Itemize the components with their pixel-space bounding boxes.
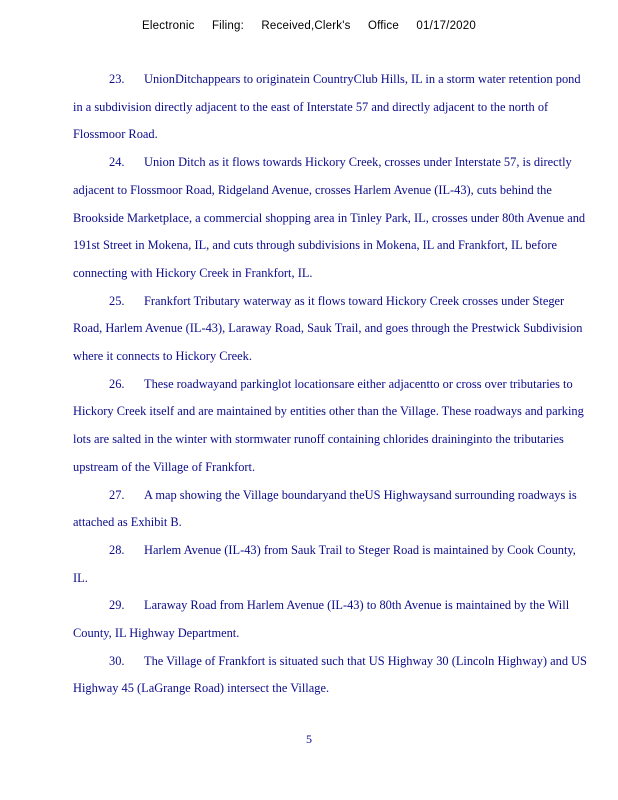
document-body [73,66,593,703]
paragraph-text: These roadwayand parkinglot locationsare either adjacentto or cross over tributaries to Hickory Creek itself and are maintained by entities other than the Village. These roadways and parking lots are salted in the winter with stormwater runoff containing chlorides draininginto the tributaries upstream of the Village of Frankfort. [73,376,584,474]
page-number: 5 [306,732,312,746]
filing-stamp-header [0,20,618,32]
paragraph-number: 30. [109,653,125,668]
paragraph-number: 26. [109,376,125,391]
paragraph-number: 24. [109,155,125,170]
paragraph-23 [73,66,593,149]
header-received-clerks: Received,Clerk's [261,20,351,32]
paragraph-25 [73,288,593,371]
paragraph-29 [73,592,593,647]
paragraph-text: Frankfort Tributary waterway as it flows toward Hickory Creek crosses under Steger Road, Harlem Avenue (IL-43), Laraway Road, Sauk Trail, and goes through the Prestwick Subdivision where it connects to Hickory Creek. [73,293,583,364]
header-date: 01/17/2020 [416,20,476,32]
paragraph-number: 23. [109,72,125,86]
header-electronic: Electronic [142,20,195,32]
paragraph-24 [73,149,593,288]
header-office: Office [367,20,399,32]
paragraph-text: A map showing the Village boundaryand theUS Highwaysand surrounding roadways is attached as Exhibit B. [73,487,577,530]
paragraph-number: 29. [109,598,125,613]
paragraph-26 [73,371,593,482]
paragraph-text: The Village of Frankfort is situated such that US Highway 30 (Lincoln Highway) and US Highway 45 (LaGrange Road) intersect the Village. [73,653,587,696]
paragraph-30 [73,648,593,703]
paragraph-number: 27. [109,487,125,502]
paragraph-text: Harlem Avenue (IL-43) from Sauk Trail to Steger Road is maintained by Cook County, IL. [73,542,576,585]
header-filing: Filing: [211,20,245,32]
paragraph-number: 28. [109,542,125,557]
paragraph-27 [73,482,593,537]
paragraph-28 [73,537,593,592]
paragraph-text: UnionDitchappears to originatein CountryClub Hills, IL in a storm water retention pond in a subdivision directly adjacent to the east of Interstate 57 and directly adjacent to the north of Flossmoor Road. [73,72,581,142]
paragraph-text: Laraway Road from Harlem Avenue (IL-43) to 80th Avenue is maintained by the Will County, IL Highway Department. [73,598,570,641]
paragraph-text: Union Ditch as it flows towards Hickory Creek, crosses under Interstate 57, is directly adjacent to Flossmoor Road, Ridgeland Avenue, crosses Harlem Avenue (IL-43), cuts behind the Brookside Marketplace, a commercial shopping area in Tinley Park, IL, crosses under 80th Avenue and 191st Street in Mokena, IL, and cuts through subdivisions in Mokena, IL and Frankfort, IL before connecting with Hickory Creek in Frankfort, IL. [73,155,586,280]
paragraph-number: 25. [109,293,125,308]
